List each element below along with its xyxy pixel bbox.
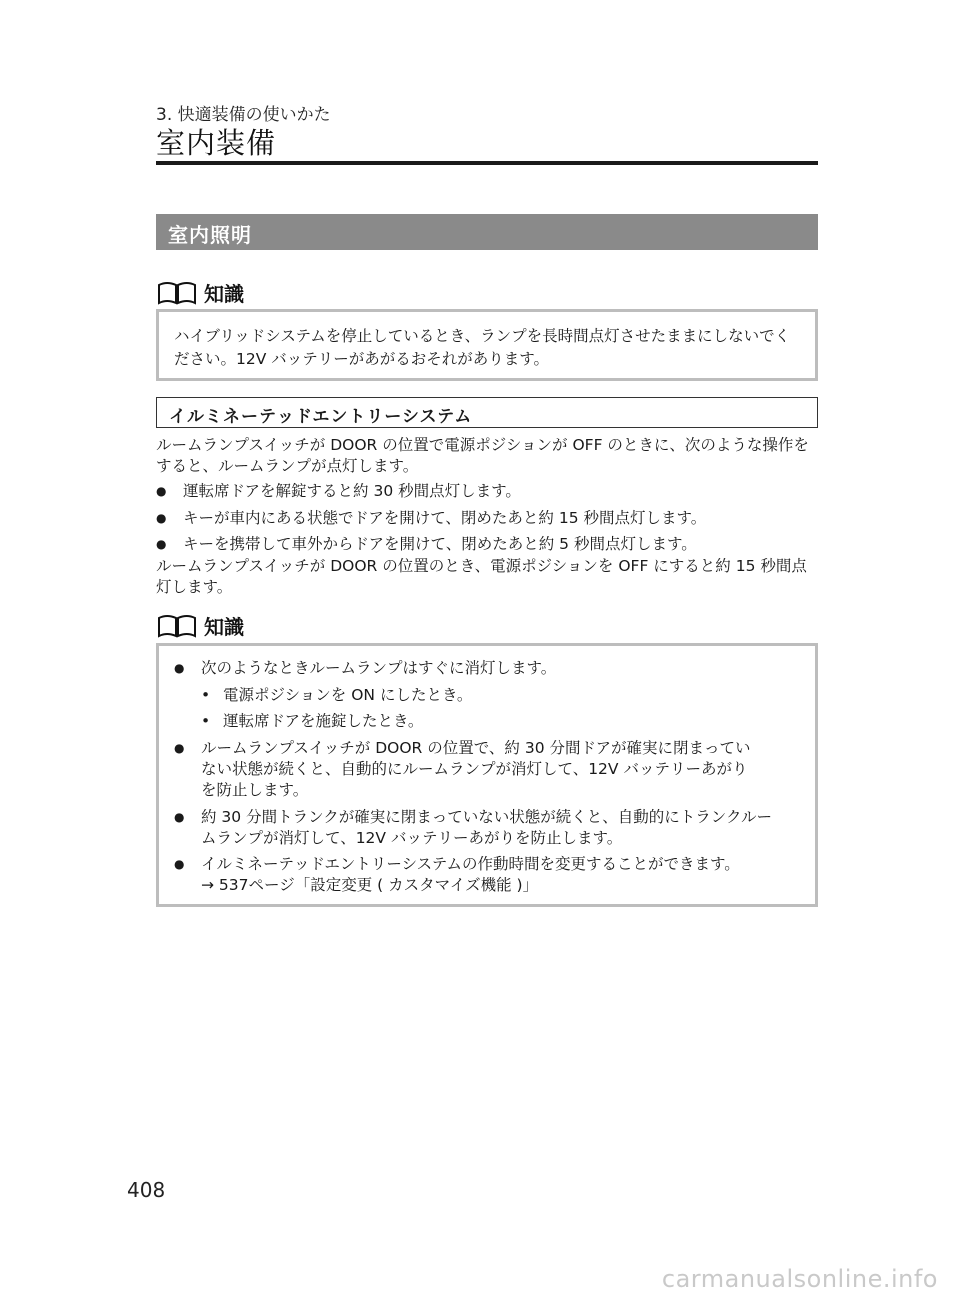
knowledge-label: 知識 (204, 282, 244, 306)
outro-paragraph: ルームランプスイッチが DOOR の位置のとき、電源ポジションを OFF にすると約 15 秒間点灯します。 (156, 557, 807, 596)
list-item (156, 508, 818, 529)
note-item-line: ルームランプスイッチが DOOR の位置で、約 30 分間ドアが確実に閉まってい (201, 739, 751, 757)
intro-paragraph: ルームランプスイッチが DOOR の位置で電源ポジションが OFF のときに、次のような操作をすると、ルームランプが点灯します。 (156, 436, 809, 475)
note-item-line: を防止します。 (201, 781, 309, 799)
list-item (156, 534, 818, 555)
list-item-text: 運転席ドアを解錠すると約 30 秒間点灯します。 (183, 482, 521, 500)
note-item-line: ムランプが消灯して、12V バッテリーあがりを防止します。 (201, 829, 623, 847)
subbullet-icon: • (201, 686, 211, 704)
title-rule (156, 161, 818, 165)
knowledge-header-1 (156, 278, 244, 307)
bullet-icon: ● (174, 810, 185, 824)
note-item-text: 次のようなときルームランプはすぐに消灯します。 (201, 659, 557, 677)
note-item (174, 807, 804, 849)
subbullet-icon: • (201, 712, 211, 730)
note-subitem-text: 運転席ドアを施錠したとき。 (223, 712, 424, 730)
note-item-line: ない状態が続くと、自動的にルームランプが消灯して、12V バッテリーあがり (201, 760, 748, 778)
knowledge-note-2 (156, 643, 818, 907)
page-reference-link[interactable]: → 537ページ「設定変更 ( カスタマイズ機能 )」 (201, 876, 539, 894)
list-item-text: キーが車内にある状態でドアを開けて、閉めたあと約 15 秒間点灯します。 (183, 509, 707, 527)
list-item (156, 481, 818, 502)
heading-title: 室内照明 (168, 223, 252, 247)
bullet-icon: ● (156, 537, 167, 551)
note-item-line: 約 30 分間トランクが確実に閉まっていない状態が続くと、自動的にトランクルー (201, 808, 772, 826)
bullet-icon: ● (174, 857, 185, 871)
open-book-icon (156, 613, 198, 639)
open-book-icon (156, 280, 198, 306)
watermark: carmanualsonline.info (661, 1265, 938, 1293)
chapter-label: 3. 快適装備の使いかた (156, 105, 331, 125)
note-text: ハイブリッドシステムを停止しているとき、ランプを長時間点灯させたままにしないでください。12V バッテリーがあがるおそれがあります。 (174, 327, 791, 368)
note-subitem-text: 電源ポジションを ON にしたとき。 (223, 686, 473, 704)
note-item-text: イルミネーテッドエントリーシステムの作動時間を変更することができます。 (201, 855, 740, 873)
knowledge-note-1 (156, 309, 818, 381)
note-item (174, 854, 804, 896)
bullet-icon: ● (174, 741, 185, 755)
knowledge-header-2 (156, 611, 244, 640)
note-subitem (201, 685, 791, 706)
note-subitem (201, 711, 791, 732)
bullet-icon: ● (156, 484, 167, 498)
bullet-icon: ● (174, 661, 185, 675)
heading-bar (156, 214, 818, 250)
note-item (174, 738, 804, 802)
note-item (174, 658, 804, 679)
subheading-box (156, 397, 818, 428)
subheading-title: イルミネーテッドエントリーシステム (169, 407, 473, 427)
list-item-text: キーを携帯して車外からドアを開けて、閉めたあと約 5 秒間点灯します。 (183, 535, 697, 553)
knowledge-label: 知識 (204, 615, 244, 639)
bullet-icon: ● (156, 511, 167, 525)
page-number: 408 (127, 1178, 166, 1202)
section-title: 室内装備 (156, 126, 277, 160)
